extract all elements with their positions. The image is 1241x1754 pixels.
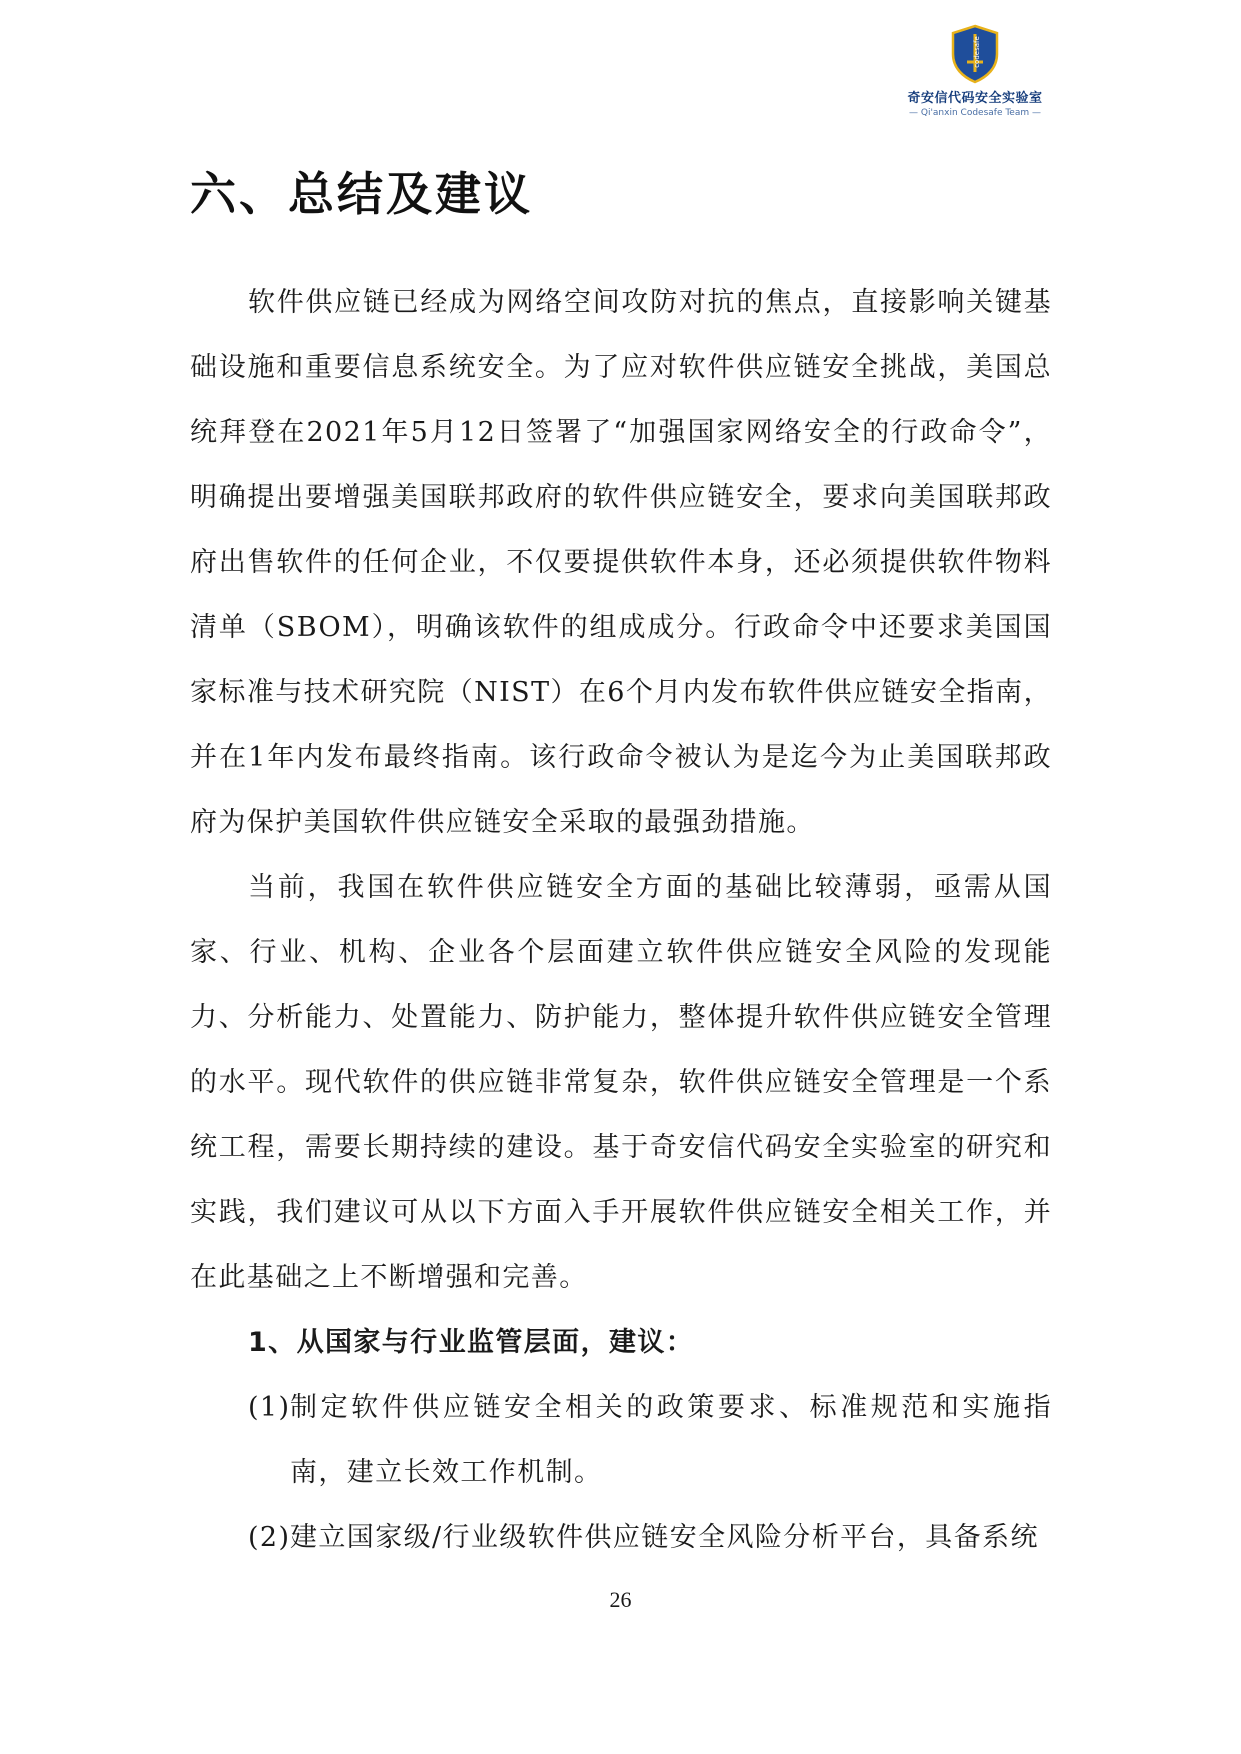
page-number: 26	[609, 1587, 632, 1612]
paragraph: 当前，我国在软件供应链安全方面的基础比较薄弱，亟需从国家、行业、机构、企业各个层面建立软件供应链安全风险的发现能力、分析能力、处置能力、防护能力，整体提升软件供应链安全管理的水平。现代软件的供应链非常复杂，软件供应链安全管理是一个系统工程，需要长期持续的建设。基于奇安信代码安全实验室的研究和实践，我们建议可从以下方面入手开展软件供应链安全相关工作，并在此基础之上不断增强和完善。	[190, 872, 1052, 1293]
list-item-number: (2)	[248, 1522, 291, 1553]
list-item-text: 制定软件供应链安全相关的政策要求、标准规范和实施指南，建立长效工作机制。	[290, 1392, 1052, 1488]
org-logo	[880, 24, 1070, 136]
subsection-title: 1、从国家与行业监管层面，建议：	[248, 1327, 695, 1358]
paragraph: 软件供应链已经成为网络空间攻防对抗的焦点，直接影响关键基础设施和重要信息系统安全。为了应对软件供应链安全挑战，美国总统拜登在2021年5月12日签署了“加强国家网络安全的行政命令”，明确提出要增强美国联邦政府的软件供应链安全，要求向美国联邦政府出售软件的任何企业，不仅要提供软件本身，还必须提供软件物料清单（SBOM），明确该软件的组成成分。行政命令中还要求美国国家标准与技术研究院（NIST）在6个月内发布软件供应链安全指南，并在1年内发布最终指南。该行政命令被认为是迄今为止美国联邦政府为保护美国软件供应链安全采取的最强劲措施。	[190, 287, 1052, 838]
shield-icon	[950, 24, 1000, 84]
section-body	[190, 270, 1052, 1570]
list-item-text: 建立国家级/行业级软件供应链安全风险分析平台，具备系统	[290, 1522, 1039, 1553]
svg-text:codesafe: codesafe	[973, 36, 981, 68]
list-item	[190, 1375, 1052, 1505]
org-name-english: — Qi'anxin Codesafe Team —	[908, 108, 1042, 118]
section-title: 六、总结及建议	[190, 167, 533, 221]
list-item-number: (1)	[248, 1392, 291, 1423]
org-name: 奇安信代码安全实验室	[907, 91, 1043, 106]
list-item	[190, 1505, 1052, 1570]
